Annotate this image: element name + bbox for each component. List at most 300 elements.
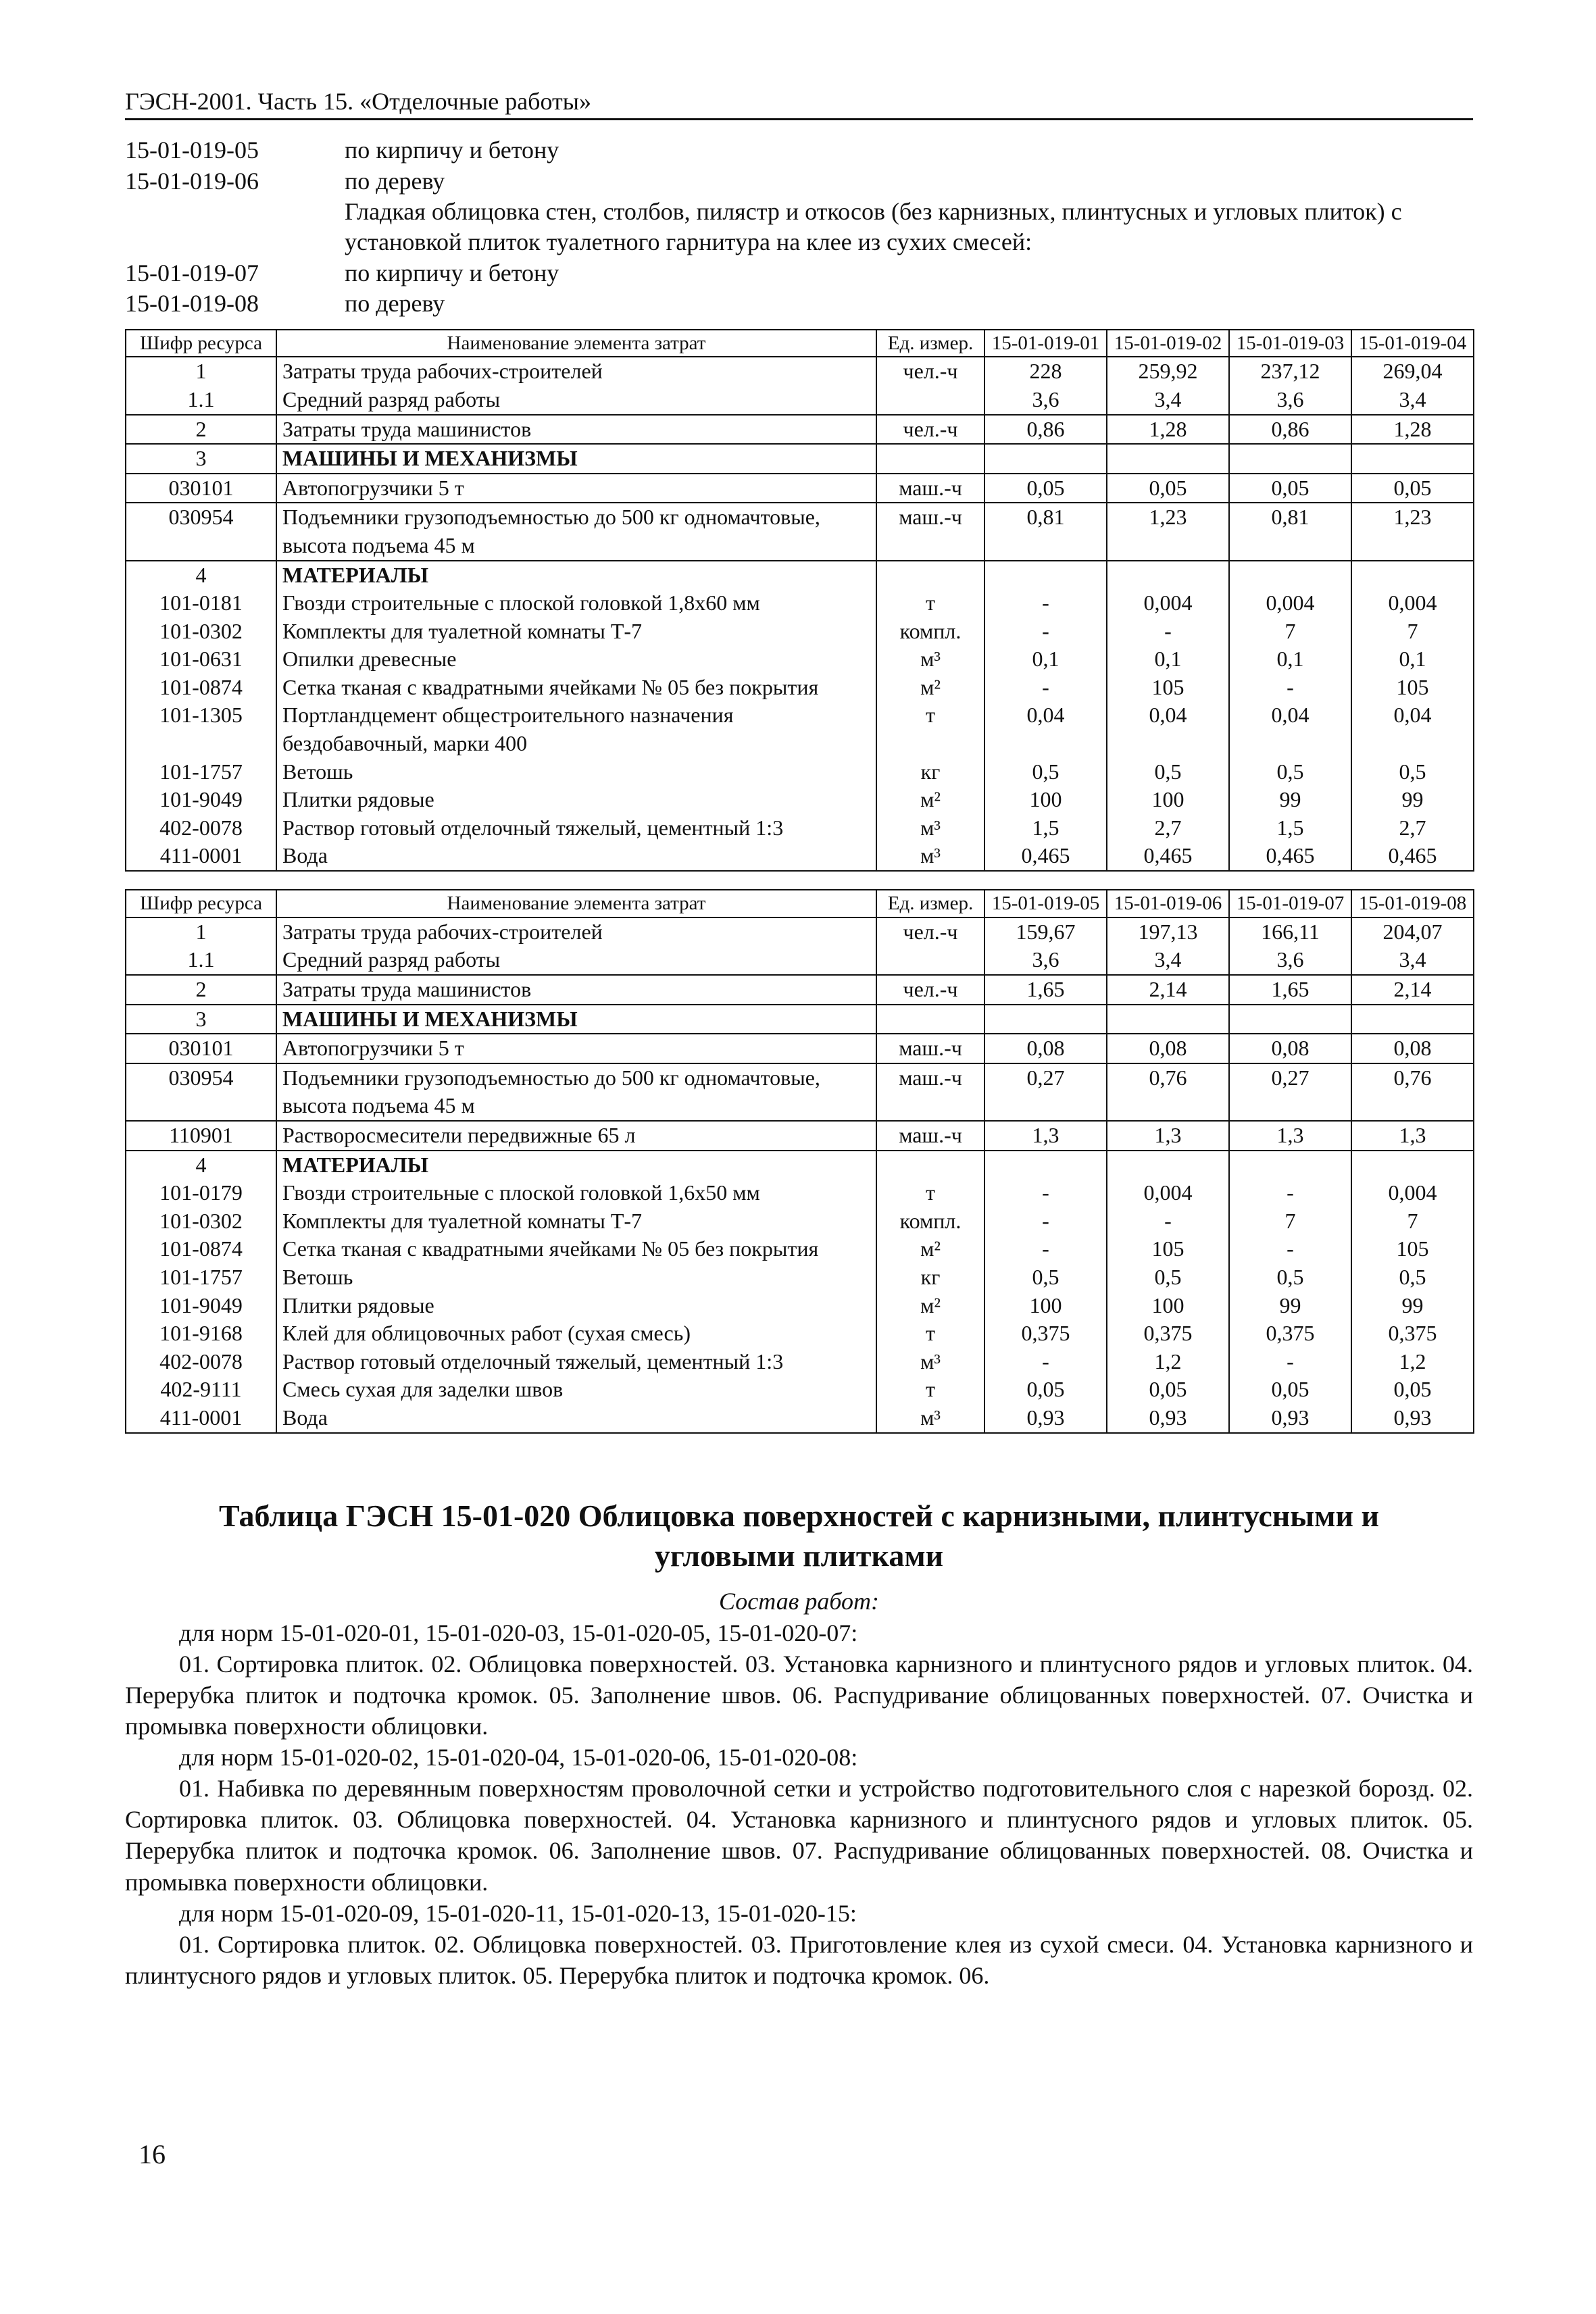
resource-value: 0,1 (984, 645, 1107, 674)
resource-value: - (984, 1179, 1107, 1207)
resource-code: 101-1757 (126, 758, 276, 786)
table-row (126, 618, 1474, 646)
norm-code: 15-01-019-05 (125, 136, 259, 164)
resource-code: 101-0181 (126, 589, 276, 618)
resource-name: Растворосмесители передвижные 65 л (276, 1121, 876, 1151)
resource-value: 0,05 (1107, 1376, 1229, 1404)
resource-code: 402-0078 (126, 1348, 276, 1376)
work-operations: 01. Сортировка плиток. 02. Облицовка поверхностей. 03. Приготовление клея из сухой смеси. 04. Установка карнизного и плинтусного рядов и угловых плиток. 05. Перерубка плиток и подточка кромок. 06. (125, 1930, 1473, 1989)
norm-group-lead: для норм 15-01-020-01, 15-01-020-03, 15-01-020-05, 15-01-020-07: (179, 1619, 858, 1646)
resource-unit: компл. (876, 1207, 984, 1236)
work-operations: 01. Сортировка плиток. 02. Облицовка поверхностей. 03. Установка карнизного и плинтусного рядов и угловых плиток. 04. Перерубка плиток и подточка кромок. 05. Заполнение швов. 06. Распудривание облицованных поверхностей. 07. Очистка и промывка поверхности облицовки. (125, 1650, 1473, 1740)
resource-code: 3 (126, 1005, 276, 1034)
resource-value: 0,93 (1351, 1404, 1474, 1433)
resource-value: 1,2 (1107, 1348, 1229, 1376)
resource-code: 1.1 (126, 946, 276, 975)
table-row (126, 946, 1474, 975)
resource-name: Вода (276, 1404, 876, 1433)
resource-value: 0,08 (1107, 1034, 1229, 1063)
table-row (126, 645, 1474, 674)
resource-table-2 (125, 889, 1474, 1433)
section-title-line: Таблица ГЭСН 15-01-020 Облицовка поверхностей с карнизными, плинтусными и (218, 1498, 1380, 1533)
resource-value (1107, 1005, 1229, 1034)
resource-code: 101-0874 (126, 1235, 276, 1263)
resource-value: 3,4 (1107, 946, 1229, 975)
resource-code: 101-0179 (126, 1179, 276, 1207)
resource-value: 0,05 (984, 1376, 1107, 1404)
resource-name: МАТЕРИАЛЫ (276, 561, 876, 590)
resource-value: 0,5 (984, 1263, 1107, 1292)
resource-value: 7 (1229, 1207, 1351, 1236)
resource-value: 105 (1107, 674, 1229, 702)
resource-value: 0,05 (1229, 1376, 1351, 1404)
resource-value: 3,4 (1351, 946, 1474, 975)
resource-code: 4 (126, 561, 276, 590)
header-name: Наименование элемента затрат (276, 890, 876, 917)
resource-code: 1 (126, 357, 276, 386)
resource-value (1351, 1151, 1474, 1180)
resource-value: 99 (1229, 1292, 1351, 1320)
resource-name: Автопогрузчики 5 т (276, 1034, 876, 1063)
norm-line (125, 258, 1473, 288)
resource-code: 2 (126, 975, 276, 1005)
resource-code: 030101 (126, 1034, 276, 1063)
resource-unit: м³ (876, 842, 984, 871)
resource-value: 1,5 (984, 814, 1107, 842)
resource-value: 0,05 (984, 474, 1107, 503)
resource-value (1107, 444, 1229, 474)
norm-code: 15-01-019-06 (125, 167, 259, 195)
resource-value: 0,27 (984, 1063, 1107, 1121)
resource-unit: маш.-ч (876, 1034, 984, 1063)
resource-name: Клей для облицовочных работ (сухая смесь) (276, 1319, 876, 1348)
table-row (126, 357, 1474, 386)
document-page (125, 88, 1473, 1991)
resource-value: 1,65 (1229, 975, 1351, 1005)
resource-name: Опилки древесные (276, 645, 876, 674)
resource-value (1229, 444, 1351, 474)
resource-value: 105 (1107, 1235, 1229, 1263)
norm-text: по кирпичу и бетону (345, 259, 559, 286)
resource-unit (876, 1151, 984, 1180)
header-norm-column: 15-01-019-03 (1229, 330, 1351, 357)
resource-value: 99 (1351, 1292, 1474, 1320)
resource-code: 411-0001 (126, 1404, 276, 1433)
table-row (126, 1235, 1474, 1263)
resource-code: 411-0001 (126, 842, 276, 871)
table-row (126, 975, 1474, 1005)
resource-value: 0,5 (1351, 758, 1474, 786)
resource-name: Подъемники грузоподъемностью до 500 кг одномачтовые, высота подъема 45 м (276, 503, 876, 560)
resource-value: 0,27 (1229, 1063, 1351, 1121)
resource-value: 3,6 (984, 946, 1107, 975)
resource-value: 0,76 (1351, 1063, 1474, 1121)
resource-code: 4 (126, 1151, 276, 1180)
resource-table-1 (125, 329, 1474, 872)
section-title (125, 1496, 1473, 1577)
resource-name: Комплекты для туалетной комнаты Т-7 (276, 1207, 876, 1236)
resource-name: МАТЕРИАЛЫ (276, 1151, 876, 1180)
resource-name: Вода (276, 842, 876, 871)
resource-code: 101-1305 (126, 701, 276, 757)
resource-unit: т (876, 589, 984, 618)
resource-name: Раствор готовый отделочный тяжелый, цементный 1:3 (276, 814, 876, 842)
header-name: Наименование элемента затрат (276, 330, 876, 357)
table-row (126, 1151, 1474, 1180)
table-row (126, 1404, 1474, 1433)
resource-value: 3,6 (984, 386, 1107, 415)
resource-unit: т (876, 1376, 984, 1404)
resource-value: 3,4 (1107, 386, 1229, 415)
resource-value: 0,375 (1107, 1319, 1229, 1348)
resource-value: 0,93 (1107, 1404, 1229, 1433)
resource-unit: компл. (876, 618, 984, 646)
resource-value: - (1229, 1179, 1351, 1207)
resource-value (984, 444, 1107, 474)
resource-name: Сетка тканая с квадратными ячейками № 05 без покрытия (276, 1235, 876, 1263)
resource-value: 1,23 (1351, 503, 1474, 560)
resource-value: 0,004 (1107, 589, 1229, 618)
resource-unit: чел.-ч (876, 917, 984, 947)
resource-unit: м³ (876, 645, 984, 674)
resource-value: 0,5 (1229, 1263, 1351, 1292)
resource-value (1107, 1151, 1229, 1180)
table-body (126, 890, 1474, 1432)
resource-value: 0,465 (984, 842, 1107, 871)
resource-name: Автопогрузчики 5 т (276, 474, 876, 503)
resource-value: 2,14 (1107, 975, 1229, 1005)
resource-name: МАШИНЫ И МЕХАНИЗМЫ (276, 444, 876, 474)
resource-value: 7 (1351, 1207, 1474, 1236)
resource-value: 0,5 (1107, 758, 1229, 786)
resource-unit (876, 1005, 984, 1034)
resource-value: - (1107, 1207, 1229, 1236)
resource-value: 0,465 (1229, 842, 1351, 871)
resource-value: 1,28 (1351, 415, 1474, 445)
resource-name: Гвозди строительные с плоской головкой 1,6x50 мм (276, 1179, 876, 1207)
resource-code: 101-9168 (126, 1319, 276, 1348)
norm-group-lead: для норм 15-01-020-09, 15-01-020-11, 15-01-020-13, 15-01-020-15: (179, 1899, 857, 1927)
norm-group-description: Гладкая облицовка стен, столбов, пилястр и откосов (без карнизных, плинтусных и угловых плиток) с установкой плиток туалетного гарнитура на клее из сухих смесей: (345, 198, 1402, 256)
resource-value (1229, 1005, 1351, 1034)
resource-code: 1 (126, 917, 276, 947)
table-row (126, 386, 1474, 415)
table-row (126, 503, 1474, 560)
resource-unit (876, 444, 984, 474)
header-code: Шифр ресурса (126, 330, 276, 357)
resource-value: 1,3 (984, 1121, 1107, 1151)
resource-value: 1,3 (1107, 1121, 1229, 1151)
resource-value: - (984, 1348, 1107, 1376)
header-norm-column: 15-01-019-08 (1351, 890, 1474, 917)
resource-value: 0,04 (1351, 701, 1474, 757)
resource-unit: т (876, 1179, 984, 1207)
norm-line (125, 135, 1473, 166)
work-operations: 01. Набивка по деревянным поверхностям проволочной сетки и устройство подготовительного слоя с нарезкой борозд. 02. Сортировка плиток. 03. Облицовка поверхностей. 04. Установка карнизного и плинтусного рядов и угловых плиток. 05. Перерубка плиток и подточка кромок. 06. Заполнение швов. 07. Распудривание облицованных поверхностей. 08. Очистка и промывка поверхности облицовки. (125, 1775, 1473, 1896)
resource-name: Подъемники грузоподъемностью до 500 кг одномачтовые, высота подъема 45 м (276, 1063, 876, 1121)
resource-value: 0,08 (984, 1034, 1107, 1063)
norm-line (125, 166, 1473, 197)
header-norm-column: 15-01-019-04 (1351, 330, 1474, 357)
resource-code: 030954 (126, 503, 276, 560)
resource-value: 0,05 (1351, 474, 1474, 503)
header-norm-column: 15-01-019-07 (1229, 890, 1351, 917)
resource-code: 402-0078 (126, 814, 276, 842)
work-composition-body (125, 1617, 1473, 1991)
resource-code: 101-9049 (126, 786, 276, 814)
resource-value: 204,07 (1351, 917, 1474, 947)
resource-value: 0,1 (1107, 645, 1229, 674)
resource-value: 7 (1229, 618, 1351, 646)
resource-value: 0,86 (1229, 415, 1351, 445)
resource-unit: м³ (876, 1404, 984, 1433)
resource-name: Портландцемент общестроительного назначения бездобавочный, марки 400 (276, 701, 876, 757)
resource-value: - (984, 1235, 1107, 1263)
resource-value: 0,5 (984, 758, 1107, 786)
resource-value: 0,81 (984, 503, 1107, 560)
resource-value: 269,04 (1351, 357, 1474, 386)
resource-value (1229, 561, 1351, 590)
resource-value: 228 (984, 357, 1107, 386)
resource-value: 105 (1351, 1235, 1474, 1263)
resource-value: 0,08 (1229, 1034, 1351, 1063)
resource-value: - (1107, 618, 1229, 646)
table-row (126, 1292, 1474, 1320)
resource-value: 237,12 (1229, 357, 1351, 386)
resource-unit: маш.-ч (876, 1121, 984, 1151)
resource-value: 0,08 (1351, 1034, 1474, 1063)
resource-value: 99 (1229, 786, 1351, 814)
resource-unit: м³ (876, 814, 984, 842)
resource-code: 030101 (126, 474, 276, 503)
resource-unit: м² (876, 674, 984, 702)
resource-name: Затраты труда рабочих-строителей (276, 357, 876, 386)
resource-value: 159,67 (984, 917, 1107, 947)
resource-value: 99 (1351, 786, 1474, 814)
resource-value: 0,04 (1229, 701, 1351, 757)
norm-code: 15-01-019-07 (125, 259, 259, 286)
resource-value: 7 (1351, 618, 1474, 646)
resource-value: 3,6 (1229, 386, 1351, 415)
table-row (126, 1348, 1474, 1376)
resource-value: 0,004 (1107, 1179, 1229, 1207)
resource-unit: чел.-ч (876, 415, 984, 445)
resource-name: Сетка тканая с квадратными ячейками № 05 без покрытия (276, 674, 876, 702)
resource-code: 101-0302 (126, 1207, 276, 1236)
resource-unit: м² (876, 786, 984, 814)
norm-text: по дереву (345, 167, 445, 195)
running-header: ГЭСН-2001. Часть 15. «Отделочные работы» (125, 88, 1473, 120)
resource-value: 0,375 (1229, 1319, 1351, 1348)
norm-text: по кирпичу и бетону (345, 136, 559, 164)
resource-unit (876, 946, 984, 975)
resource-code: 101-9049 (126, 1292, 276, 1320)
table-row (126, 917, 1474, 947)
resource-unit: м³ (876, 1348, 984, 1376)
resource-unit: м² (876, 1235, 984, 1263)
resource-value: - (1229, 1235, 1351, 1263)
header-unit: Ед. измер. (876, 890, 984, 917)
work-composition-heading: Состав работ: (719, 1588, 879, 1615)
resource-value: 0,004 (1351, 1179, 1474, 1207)
norm-list (125, 135, 1473, 319)
resource-value: 0,76 (1107, 1063, 1229, 1121)
norm-text: по дереву (345, 290, 445, 318)
resource-code: 101-1757 (126, 1263, 276, 1292)
resource-unit: т (876, 701, 984, 757)
table-row (126, 701, 1474, 757)
resource-value: 1,28 (1107, 415, 1229, 445)
resource-value (984, 561, 1107, 590)
resource-code: 101-0302 (126, 618, 276, 646)
resource-value: 3,4 (1351, 386, 1474, 415)
resource-name: Ветошь (276, 1263, 876, 1292)
resource-value: 1,23 (1107, 503, 1229, 560)
resource-value: 105 (1351, 674, 1474, 702)
resource-name: Средний разряд работы (276, 946, 876, 975)
resource-value (1351, 444, 1474, 474)
header-norm-column: 15-01-019-06 (1107, 890, 1229, 917)
resource-code: 030954 (126, 1063, 276, 1121)
resource-name: Комплекты для туалетной комнаты Т-7 (276, 618, 876, 646)
resource-name: Плитки рядовые (276, 1292, 876, 1320)
resource-value: 100 (1107, 786, 1229, 814)
table-row (126, 1319, 1474, 1348)
resource-value: - (984, 589, 1107, 618)
header-unit: Ед. измер. (876, 330, 984, 357)
resource-value: 0,1 (1229, 645, 1351, 674)
resource-value: 100 (984, 786, 1107, 814)
resource-value (1351, 1005, 1474, 1034)
resource-value: 3,6 (1229, 946, 1351, 975)
resource-name: Ветошь (276, 758, 876, 786)
resource-value: - (1229, 674, 1351, 702)
resource-value (1351, 561, 1474, 590)
resource-unit: чел.-ч (876, 975, 984, 1005)
header-norm-column: 15-01-019-01 (984, 330, 1107, 357)
resource-value: 0,81 (1229, 503, 1351, 560)
resource-value: 0,375 (984, 1319, 1107, 1348)
resource-value: 0,465 (1107, 842, 1229, 871)
resource-name: Средний разряд работы (276, 386, 876, 415)
resource-code: 110901 (126, 1121, 276, 1151)
table-row (126, 842, 1474, 871)
table-row (126, 1005, 1474, 1034)
resource-value: 0,5 (1351, 1263, 1474, 1292)
table-row (126, 474, 1474, 503)
resource-value: 0,05 (1107, 474, 1229, 503)
resource-code: 402-9111 (126, 1376, 276, 1404)
resource-unit: чел.-ч (876, 357, 984, 386)
header-norm-column: 15-01-019-02 (1107, 330, 1229, 357)
resource-value: 0,004 (1229, 589, 1351, 618)
resource-unit: кг (876, 1263, 984, 1292)
resource-unit: кг (876, 758, 984, 786)
resource-value: 0,5 (1107, 1263, 1229, 1292)
resource-value: 259,92 (1107, 357, 1229, 386)
resource-value: 0,86 (984, 415, 1107, 445)
table-row (126, 561, 1474, 590)
resource-unit: м² (876, 1292, 984, 1320)
resource-value (1107, 561, 1229, 590)
resource-unit (876, 386, 984, 415)
resource-code: 1.1 (126, 386, 276, 415)
section-title-line: угловыми плитками (654, 1538, 944, 1574)
resource-value: 0,465 (1351, 842, 1474, 871)
norm-group-lead: для норм 15-01-020-02, 15-01-020-04, 15-01-020-06, 15-01-020-08: (179, 1744, 858, 1771)
resource-value: 0,05 (1351, 1376, 1474, 1404)
norm-code: 15-01-019-08 (125, 290, 259, 318)
resource-value: - (984, 1207, 1107, 1236)
resource-code: 2 (126, 415, 276, 445)
resource-name: Гвозди строительные с плоской головкой 1,8x60 мм (276, 589, 876, 618)
header-code: Шифр ресурса (126, 890, 276, 917)
resource-name: МАШИНЫ И МЕХАНИЗМЫ (276, 1005, 876, 1034)
resource-value: 2,7 (1107, 814, 1229, 842)
resource-value (1229, 1151, 1351, 1180)
resource-value: 0,1 (1351, 645, 1474, 674)
resource-unit (876, 561, 984, 590)
table-row (126, 1179, 1474, 1207)
resource-value: 1,2 (1351, 1348, 1474, 1376)
resource-name: Смесь сухая для заделки швов (276, 1376, 876, 1404)
resource-value: 0,04 (984, 701, 1107, 757)
table-row (126, 1207, 1474, 1236)
resource-unit: маш.-ч (876, 503, 984, 560)
resource-value: - (984, 618, 1107, 646)
table-row (126, 1121, 1474, 1151)
resource-code: 101-0874 (126, 674, 276, 702)
resource-name: Затраты труда машинистов (276, 415, 876, 445)
resource-value: 100 (984, 1292, 1107, 1320)
resource-name: Затраты труда машинистов (276, 975, 876, 1005)
resource-name: Раствор готовый отделочный тяжелый, цементный 1:3 (276, 1348, 876, 1376)
resource-value: 1,3 (1229, 1121, 1351, 1151)
resource-value: 0,375 (1351, 1319, 1474, 1348)
resource-name: Плитки рядовые (276, 786, 876, 814)
norm-line (125, 288, 1473, 319)
resource-name: Затраты труда рабочих-строителей (276, 917, 876, 947)
resource-value (984, 1005, 1107, 1034)
resource-unit: т (876, 1319, 984, 1348)
header-norm-column: 15-01-019-05 (984, 890, 1107, 917)
resource-value: 1,3 (1351, 1121, 1474, 1151)
table-row (126, 814, 1474, 842)
table-row (126, 786, 1474, 814)
table-header-row (126, 330, 1474, 357)
resource-unit: маш.-ч (876, 1063, 984, 1121)
resource-value: 1,5 (1229, 814, 1351, 842)
resource-value: 0,5 (1229, 758, 1351, 786)
resource-value: 2,14 (1351, 975, 1474, 1005)
resource-value: 0,04 (1107, 701, 1229, 757)
resource-value: 100 (1107, 1292, 1229, 1320)
table-row (126, 758, 1474, 786)
resource-value: 197,13 (1107, 917, 1229, 947)
table-header-row (126, 890, 1474, 917)
resource-value: - (984, 674, 1107, 702)
resource-value: - (1229, 1348, 1351, 1376)
resource-value (984, 1151, 1107, 1180)
resource-code: 101-0631 (126, 645, 276, 674)
resource-value: 0,05 (1229, 474, 1351, 503)
resource-value: 0,93 (984, 1404, 1107, 1433)
table-row (126, 589, 1474, 618)
resource-value: 166,11 (1229, 917, 1351, 947)
resource-value: 2,7 (1351, 814, 1474, 842)
table-row (126, 1063, 1474, 1121)
table-row (126, 674, 1474, 702)
